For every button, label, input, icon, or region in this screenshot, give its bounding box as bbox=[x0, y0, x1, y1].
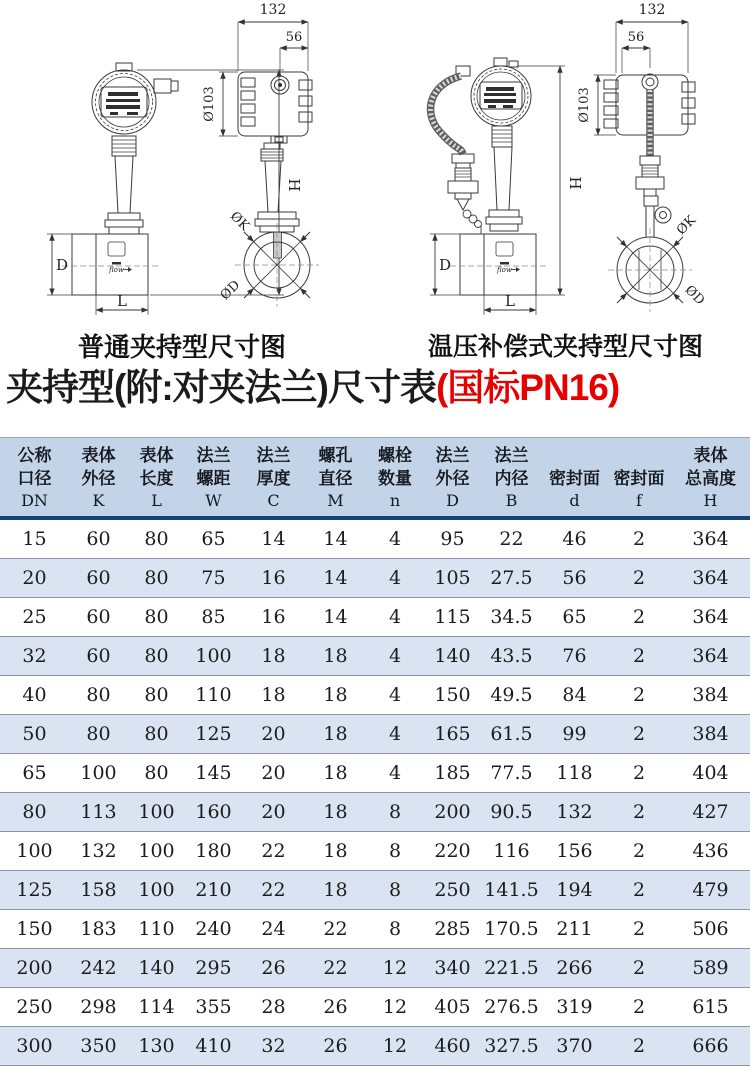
column-header: 法兰 外径 D bbox=[424, 438, 481, 519]
table-cell: 20 bbox=[242, 793, 305, 832]
table-cell: 145 bbox=[185, 754, 242, 793]
table-cell: 4 bbox=[366, 754, 424, 793]
table-cell: 158 bbox=[69, 871, 128, 910]
table-cell: 46 bbox=[542, 518, 607, 559]
table-cell: 180 bbox=[185, 832, 242, 871]
table-cell: 165 bbox=[424, 715, 481, 754]
dim-label-132-right: 132 bbox=[638, 2, 666, 18]
table-cell: 18 bbox=[305, 871, 366, 910]
table-row bbox=[0, 754, 750, 793]
table-cell: 18 bbox=[305, 754, 366, 793]
table-cell: 32 bbox=[0, 637, 69, 676]
table-cell: 300 bbox=[0, 1027, 69, 1066]
table-cell: 8 bbox=[366, 832, 424, 871]
dim-label-56-left: 56 bbox=[285, 30, 303, 45]
table-cell: 194 bbox=[542, 871, 607, 910]
table-cell: 75 bbox=[185, 559, 242, 598]
table-cell: 22 bbox=[305, 910, 366, 949]
table-cell: 26 bbox=[242, 949, 305, 988]
table-cell: 384 bbox=[671, 676, 750, 715]
table-cell: 295 bbox=[185, 949, 242, 988]
table-cell: 80 bbox=[69, 676, 128, 715]
table-cell: 185 bbox=[424, 754, 481, 793]
table-cell: 22 bbox=[242, 871, 305, 910]
table-cell: 90.5 bbox=[481, 793, 542, 832]
dim-label-dk-right: ØK bbox=[674, 213, 700, 239]
table-cell: 22 bbox=[481, 518, 542, 559]
table-cell: 85 bbox=[185, 598, 242, 637]
table-cell: 115 bbox=[424, 598, 481, 637]
table-row bbox=[0, 832, 750, 871]
flow-mark-right: flow bbox=[497, 266, 512, 274]
table-cell: 4 bbox=[366, 559, 424, 598]
table-cell: 80 bbox=[128, 715, 185, 754]
table-cell: 56 bbox=[542, 559, 607, 598]
table-cell: 150 bbox=[0, 910, 69, 949]
table-cell: 2 bbox=[607, 1027, 671, 1066]
table-cell: 210 bbox=[185, 871, 242, 910]
table-cell: 116 bbox=[481, 832, 542, 871]
column-header: 法兰 厚度 C bbox=[242, 438, 305, 519]
table-cell: 60 bbox=[69, 637, 128, 676]
table-cell: 170.5 bbox=[481, 910, 542, 949]
table-cell: 666 bbox=[671, 1027, 750, 1066]
table-cell: 364 bbox=[671, 559, 750, 598]
table-cell: 18 bbox=[305, 715, 366, 754]
table-cell: 80 bbox=[128, 637, 185, 676]
dim-label-h-left: H bbox=[285, 178, 303, 192]
dim-label-l-left: L bbox=[117, 292, 127, 310]
table-cell: 250 bbox=[0, 988, 69, 1027]
dimension-table bbox=[0, 437, 750, 1066]
table-row bbox=[0, 715, 750, 754]
table-cell: 8 bbox=[366, 910, 424, 949]
table-cell: 479 bbox=[671, 871, 750, 910]
table-cell: 220 bbox=[424, 832, 481, 871]
page-title bbox=[6, 366, 750, 410]
table-cell: 20 bbox=[242, 715, 305, 754]
table-cell: 2 bbox=[607, 871, 671, 910]
table-cell: 132 bbox=[69, 832, 128, 871]
table-cell: 12 bbox=[366, 1027, 424, 1066]
table-cell: 384 bbox=[671, 715, 750, 754]
table-cell: 100 bbox=[0, 832, 69, 871]
table-cell: 14 bbox=[305, 598, 366, 637]
table-row bbox=[0, 1027, 750, 1066]
table-cell: 4 bbox=[366, 518, 424, 559]
table-cell: 427 bbox=[671, 793, 750, 832]
table-cell: 28 bbox=[242, 988, 305, 1027]
column-header: 螺孔 直径 M bbox=[305, 438, 366, 519]
table-cell: 506 bbox=[671, 910, 750, 949]
table-cell: 327.5 bbox=[481, 1027, 542, 1066]
table-cell: 285 bbox=[424, 910, 481, 949]
table-cell: 20 bbox=[242, 754, 305, 793]
table-cell: 211 bbox=[542, 910, 607, 949]
table-cell: 4 bbox=[366, 715, 424, 754]
dim-label-dd-left: ØD bbox=[217, 277, 244, 304]
table-cell: 319 bbox=[542, 988, 607, 1027]
table-cell: 60 bbox=[69, 598, 128, 637]
technical-drawing bbox=[0, 0, 750, 326]
table-cell: 2 bbox=[607, 793, 671, 832]
table-cell: 242 bbox=[69, 949, 128, 988]
column-header: 法兰 螺距 W bbox=[185, 438, 242, 519]
page-title-black: 夹持型(附:对夹法兰)尺寸表 bbox=[6, 367, 436, 408]
table-cell: 364 bbox=[671, 598, 750, 637]
table-cell: 355 bbox=[185, 988, 242, 1027]
left-figure-front-view bbox=[47, 63, 284, 315]
table-cell: 15 bbox=[0, 518, 69, 559]
table-cell: 18 bbox=[305, 832, 366, 871]
table-cell: 2 bbox=[607, 949, 671, 988]
right-figure-caption: 温压补偿式夹持型尺寸图 bbox=[427, 333, 703, 361]
table-cell: 125 bbox=[0, 871, 69, 910]
table-cell: 77.5 bbox=[481, 754, 542, 793]
table-cell: 80 bbox=[0, 793, 69, 832]
table-cell: 80 bbox=[128, 518, 185, 559]
dim-label-132-left: 132 bbox=[259, 2, 287, 18]
table-header-row bbox=[0, 438, 750, 519]
table-cell: 26 bbox=[305, 988, 366, 1027]
table-cell: 118 bbox=[542, 754, 607, 793]
table-cell: 110 bbox=[128, 910, 185, 949]
table-cell: 100 bbox=[128, 871, 185, 910]
dim-label-56-right: 56 bbox=[627, 30, 645, 45]
table-cell: 615 bbox=[671, 988, 750, 1027]
table-cell: 4 bbox=[366, 676, 424, 715]
column-header: 表体 外径 K bbox=[69, 438, 128, 519]
table-cell: 130 bbox=[128, 1027, 185, 1066]
table-cell: 25 bbox=[0, 598, 69, 637]
right-figure-side-view bbox=[594, 22, 695, 312]
table-cell: 60 bbox=[69, 559, 128, 598]
table-cell: 200 bbox=[424, 793, 481, 832]
table-cell: 364 bbox=[671, 637, 750, 676]
table-cell: 276.5 bbox=[481, 988, 542, 1027]
table-cell: 80 bbox=[128, 598, 185, 637]
left-figure-caption: 普通夹持型尺寸图 bbox=[77, 332, 286, 362]
table-cell: 404 bbox=[671, 754, 750, 793]
table-cell: 113 bbox=[69, 793, 128, 832]
table-cell: 18 bbox=[242, 637, 305, 676]
table-cell: 99 bbox=[542, 715, 607, 754]
table-cell: 14 bbox=[242, 518, 305, 559]
table-cell: 50 bbox=[0, 715, 69, 754]
table-cell: 24 bbox=[242, 910, 305, 949]
table-cell: 100 bbox=[128, 793, 185, 832]
table-cell: 436 bbox=[671, 832, 750, 871]
table-cell: 80 bbox=[128, 559, 185, 598]
table-cell: 20 bbox=[0, 559, 69, 598]
dim-label-d-left: D bbox=[55, 256, 69, 274]
table-cell: 2 bbox=[607, 559, 671, 598]
table-cell: 183 bbox=[69, 910, 128, 949]
dim-label-103-left: Ø103 bbox=[202, 86, 217, 122]
table-cell: 100 bbox=[69, 754, 128, 793]
table-cell: 2 bbox=[607, 637, 671, 676]
table-cell: 12 bbox=[366, 949, 424, 988]
table-row bbox=[0, 988, 750, 1027]
table-cell: 16 bbox=[242, 598, 305, 637]
table-row bbox=[0, 598, 750, 637]
table-cell: 65 bbox=[542, 598, 607, 637]
table-cell: 160 bbox=[185, 793, 242, 832]
table-cell: 80 bbox=[128, 754, 185, 793]
table-cell: 2 bbox=[607, 832, 671, 871]
table-cell: 65 bbox=[0, 754, 69, 793]
table-cell: 250 bbox=[424, 871, 481, 910]
table-cell: 140 bbox=[424, 637, 481, 676]
table-row bbox=[0, 637, 750, 676]
column-header: 密封面 d bbox=[542, 438, 607, 519]
table-cell: 150 bbox=[424, 676, 481, 715]
table-cell: 298 bbox=[69, 988, 128, 1027]
table-cell: 2 bbox=[607, 598, 671, 637]
table-cell: 2 bbox=[607, 910, 671, 949]
table-cell: 95 bbox=[424, 518, 481, 559]
table-row bbox=[0, 910, 750, 949]
table-cell: 100 bbox=[185, 637, 242, 676]
table-cell: 18 bbox=[242, 676, 305, 715]
table-cell: 8 bbox=[366, 793, 424, 832]
table-cell: 240 bbox=[185, 910, 242, 949]
table-cell: 16 bbox=[242, 559, 305, 598]
table-cell: 4 bbox=[366, 598, 424, 637]
dim-label-dd-right: ØD bbox=[681, 282, 708, 309]
table-cell: 105 bbox=[424, 559, 481, 598]
table-cell: 100 bbox=[128, 832, 185, 871]
table-cell: 2 bbox=[607, 676, 671, 715]
table-cell: 34.5 bbox=[481, 598, 542, 637]
column-header: 密封面 f bbox=[607, 438, 671, 519]
table-cell: 32 bbox=[242, 1027, 305, 1066]
table-cell: 8 bbox=[366, 871, 424, 910]
column-header: 表体 总高度 H bbox=[671, 438, 750, 519]
table-cell: 125 bbox=[185, 715, 242, 754]
table-cell: 26 bbox=[305, 1027, 366, 1066]
table-row bbox=[0, 518, 750, 559]
table-cell: 350 bbox=[69, 1027, 128, 1066]
table-cell: 49.5 bbox=[481, 676, 542, 715]
table-row bbox=[0, 949, 750, 988]
table-cell: 589 bbox=[671, 949, 750, 988]
dim-label-103-right: Ø103 bbox=[577, 87, 592, 123]
table-cell: 14 bbox=[305, 559, 366, 598]
table-cell: 80 bbox=[69, 715, 128, 754]
table-cell: 22 bbox=[242, 832, 305, 871]
dim-label-h-right: H bbox=[566, 176, 584, 190]
table-cell: 141.5 bbox=[481, 871, 542, 910]
table-cell: 18 bbox=[305, 793, 366, 832]
table-cell: 60 bbox=[69, 518, 128, 559]
table-cell: 340 bbox=[424, 949, 481, 988]
table-cell: 65 bbox=[185, 518, 242, 559]
right-figure-front-view bbox=[430, 58, 565, 315]
table-cell: 110 bbox=[185, 676, 242, 715]
table-cell: 2 bbox=[607, 518, 671, 559]
table-cell: 266 bbox=[542, 949, 607, 988]
table-cell: 2 bbox=[607, 754, 671, 793]
table-cell: 370 bbox=[542, 1027, 607, 1066]
table-row bbox=[0, 676, 750, 715]
column-header: 螺栓 数量 n bbox=[366, 438, 424, 519]
dim-label-d-right: D bbox=[438, 256, 452, 274]
flow-mark-left: flow bbox=[109, 266, 124, 274]
table-cell: 140 bbox=[128, 949, 185, 988]
dim-label-l-right: L bbox=[505, 292, 515, 310]
table-cell: 80 bbox=[128, 676, 185, 715]
table-cell: 410 bbox=[185, 1027, 242, 1066]
table-cell: 18 bbox=[305, 637, 366, 676]
table-cell: 2 bbox=[607, 715, 671, 754]
table-cell: 27.5 bbox=[481, 559, 542, 598]
table-cell: 43.5 bbox=[481, 637, 542, 676]
table-cell: 200 bbox=[0, 949, 69, 988]
column-header: 法兰 内径 B bbox=[481, 438, 542, 519]
column-header: 公称 口径 DN bbox=[0, 438, 69, 519]
table-cell: 4 bbox=[366, 637, 424, 676]
dim-label-dk-left: ØK bbox=[226, 209, 252, 235]
table-cell: 364 bbox=[671, 518, 750, 559]
table-cell: 76 bbox=[542, 637, 607, 676]
table-row bbox=[0, 793, 750, 832]
page-title-red: (国标PN16) bbox=[435, 367, 620, 408]
table-cell: 84 bbox=[542, 676, 607, 715]
table-cell: 221.5 bbox=[481, 949, 542, 988]
table-cell: 22 bbox=[305, 949, 366, 988]
table-cell: 61.5 bbox=[481, 715, 542, 754]
left-figure-side-view bbox=[219, 22, 319, 307]
table-cell: 114 bbox=[128, 988, 185, 1027]
table-cell: 405 bbox=[424, 988, 481, 1027]
table-cell: 14 bbox=[305, 518, 366, 559]
table-cell: 12 bbox=[366, 988, 424, 1027]
dimension-table-body bbox=[0, 518, 750, 1066]
table-cell: 40 bbox=[0, 676, 69, 715]
table-cell: 156 bbox=[542, 832, 607, 871]
table-row bbox=[0, 559, 750, 598]
table-cell: 132 bbox=[542, 793, 607, 832]
table-cell: 2 bbox=[607, 988, 671, 1027]
table-cell: 460 bbox=[424, 1027, 481, 1066]
table-row bbox=[0, 871, 750, 910]
table-cell: 18 bbox=[305, 676, 366, 715]
column-header: 表体 长度 L bbox=[128, 438, 185, 519]
